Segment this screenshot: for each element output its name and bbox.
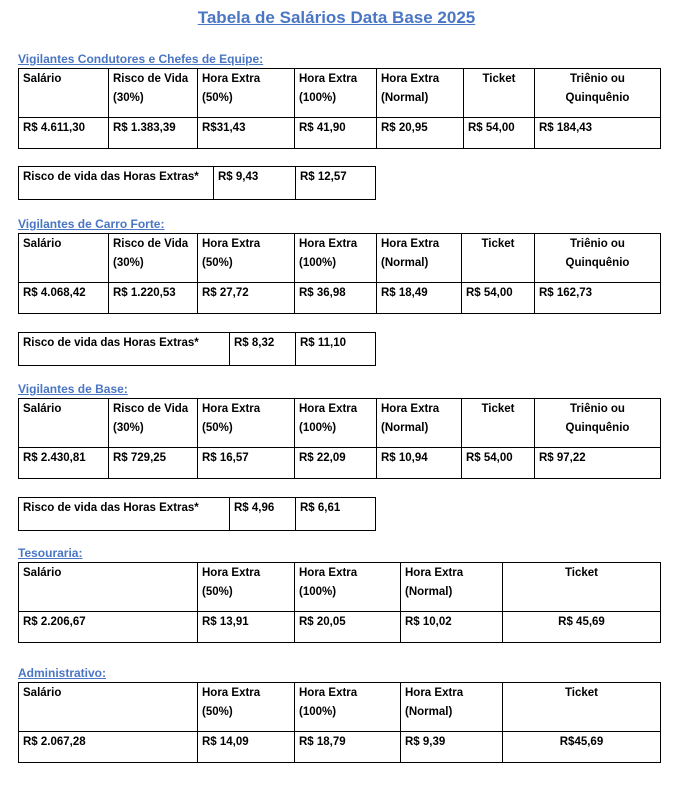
- extra-risk-50: R$ 4,96: [230, 498, 296, 531]
- section-title-condutores: Vigilantes Condutores e Chefes de Equipe:: [18, 52, 264, 66]
- extra-risk-label: Risco de vida das Horas Extras*: [19, 333, 230, 366]
- header-cell: Hora Extra (100%): [295, 563, 401, 612]
- value-cell: R$ 97,22: [535, 448, 661, 479]
- value-cell: R$ 4.611,30: [19, 118, 109, 149]
- value-cell: R$ 1.220,53: [109, 283, 198, 314]
- value-cell: R$ 54,00: [462, 448, 535, 479]
- header-cell: Hora Extra (Normal): [377, 399, 462, 448]
- value-cell: R$ 14,09: [198, 732, 295, 763]
- salary-table-carro-forte: [18, 233, 661, 314]
- value-cell: R$ 27,72: [198, 283, 295, 314]
- value-cell: R$ 2.206,67: [19, 612, 198, 643]
- header-cell: Hora Extra (100%): [295, 234, 377, 283]
- value-cell: R$ 2.067,28: [19, 732, 198, 763]
- extra-risk-100: R$ 11,10: [296, 333, 376, 366]
- section-title-administrativo: Administrativo:: [18, 666, 107, 680]
- header-cell: Risco de Vida (30%): [109, 69, 198, 118]
- value-cell: R$ 10,02: [401, 612, 503, 643]
- value-cell: R$ 36,98: [295, 283, 377, 314]
- header-cell: Ticket: [503, 683, 661, 732]
- value-cell: R$ 20,05: [295, 612, 401, 643]
- value-cell: R$31,43: [198, 118, 295, 149]
- value-cell: R$ 162,73: [535, 283, 661, 314]
- header-cell: Triênio ou Quinquênio: [535, 234, 661, 283]
- value-cell: R$ 10,94: [377, 448, 462, 479]
- value-cell: R$ 20,95: [377, 118, 464, 149]
- value-cell: R$ 9,39: [401, 732, 503, 763]
- value-cell: R$ 4.068,42: [19, 283, 109, 314]
- header-cell: Hora Extra (50%): [198, 683, 295, 732]
- header-cell: Hora Extra (Normal): [401, 563, 503, 612]
- header-cell: Hora Extra (100%): [295, 399, 377, 448]
- salary-table-tesouraria: [18, 562, 661, 643]
- value-cell: R$ 2.430,81: [19, 448, 109, 479]
- header-cell: Salário: [19, 69, 109, 118]
- salary-table-condutores: [18, 68, 661, 149]
- value-cell: R$ 41,90: [295, 118, 377, 149]
- value-cell: R$ 13,91: [198, 612, 295, 643]
- extra-risk-100: R$ 6,61: [296, 498, 376, 531]
- extra-risk-table-condutores: [18, 166, 376, 200]
- header-cell: Hora Extra (100%): [295, 69, 377, 118]
- extra-risk-label: Risco de vida das Horas Extras*: [19, 167, 214, 200]
- page-title: Tabela de Salários Data Base 2025: [197, 8, 476, 27]
- value-cell: R$ 18,79: [295, 732, 401, 763]
- value-cell: R$ 184,43: [535, 118, 661, 149]
- header-cell: Hora Extra (50%): [198, 234, 295, 283]
- header-cell: Ticket: [503, 563, 661, 612]
- header-cell: Triênio ou Quinquênio: [535, 69, 661, 118]
- extra-risk-100: R$ 12,57: [296, 167, 376, 200]
- header-cell: Hora Extra (Normal): [377, 234, 462, 283]
- header-cell: Risco de Vida (30%): [109, 399, 198, 448]
- header-cell: Salário: [19, 234, 109, 283]
- extra-risk-table-carro-forte: [18, 332, 376, 366]
- header-cell: Ticket: [462, 399, 535, 448]
- header-cell: Hora Extra (Normal): [401, 683, 503, 732]
- section-title-carro-forte: Vigilantes de Carro Forte:: [18, 217, 165, 231]
- header-cell: Hora Extra (50%): [198, 69, 295, 118]
- header-cell: Ticket: [462, 234, 535, 283]
- value-cell: R$ 16,57: [198, 448, 295, 479]
- section-title-base: Vigilantes de Base:: [18, 382, 128, 396]
- header-cell: Risco de Vida (30%): [109, 234, 198, 283]
- extra-risk-50: R$ 9,43: [214, 167, 296, 200]
- value-cell: R$ 18,49: [377, 283, 462, 314]
- header-cell: Salário: [19, 683, 198, 732]
- extra-risk-50: R$ 8,32: [230, 333, 296, 366]
- value-cell: R$ 22,09: [295, 448, 377, 479]
- extra-risk-table-base: [18, 497, 376, 531]
- value-cell: R$45,69: [503, 732, 661, 763]
- salary-table-administrativo: [18, 682, 661, 763]
- extra-risk-label: Risco de vida das Horas Extras*: [19, 498, 230, 531]
- value-cell: R$ 1.383,39: [109, 118, 198, 149]
- salary-table-base: [18, 398, 661, 479]
- value-cell: R$ 54,00: [462, 283, 535, 314]
- header-cell: Salário: [19, 399, 109, 448]
- header-cell: Hora Extra (50%): [198, 563, 295, 612]
- value-cell: R$ 45,69: [503, 612, 661, 643]
- section-title-tesouraria: Tesouraria:: [18, 546, 83, 560]
- header-cell: Salário: [19, 563, 198, 612]
- header-cell: Hora Extra (Normal): [377, 69, 464, 118]
- header-cell: Ticket: [464, 69, 535, 118]
- value-cell: R$ 54,00: [464, 118, 535, 149]
- header-cell: Hora Extra (100%): [295, 683, 401, 732]
- header-cell: Hora Extra (50%): [198, 399, 295, 448]
- header-cell: Triênio ou Quinquênio: [535, 399, 661, 448]
- value-cell: R$ 729,25: [109, 448, 198, 479]
